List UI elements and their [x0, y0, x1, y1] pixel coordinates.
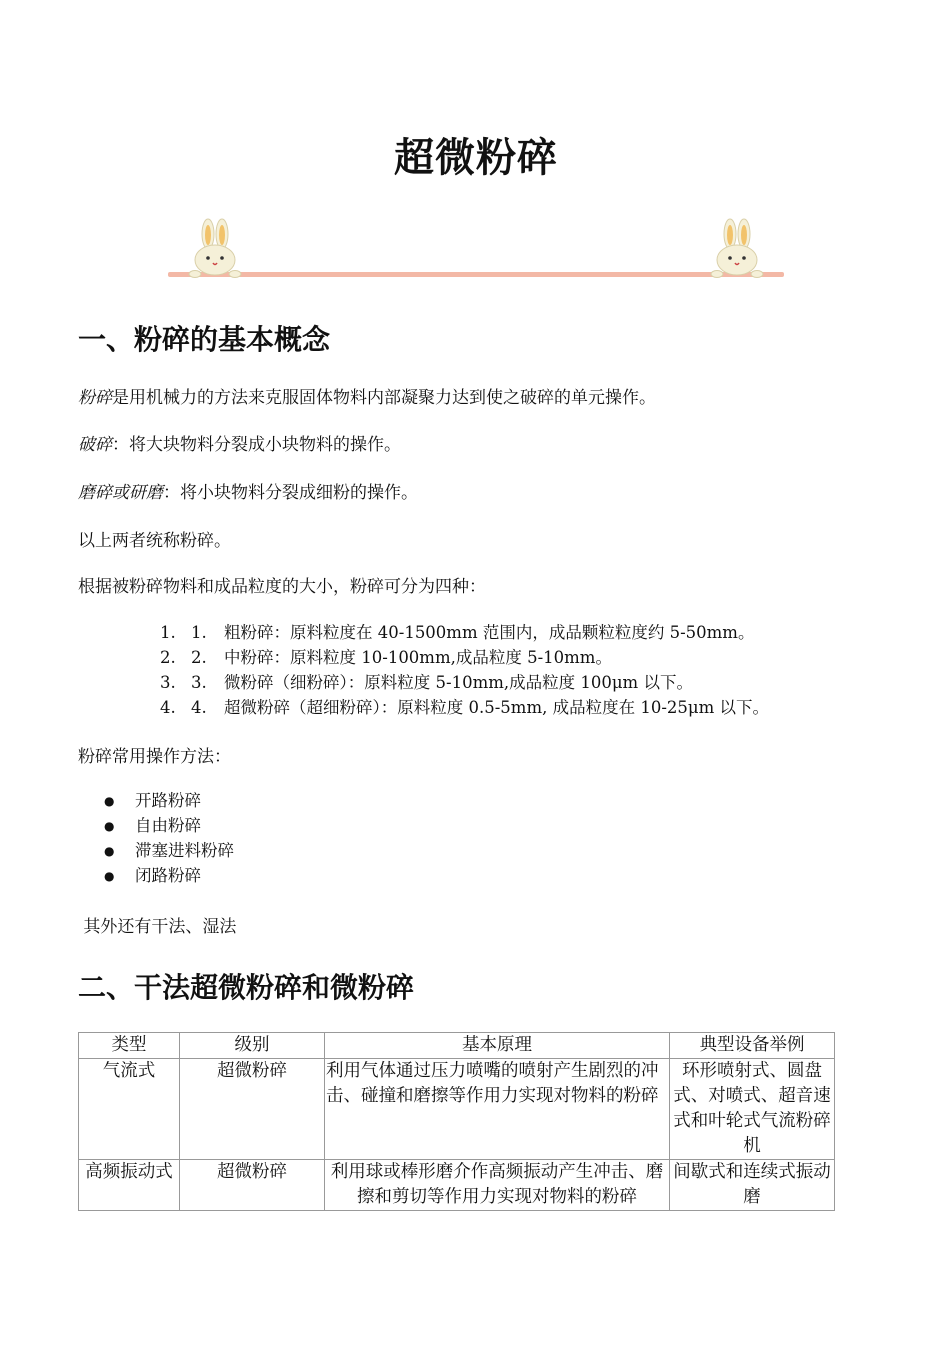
list-text: 中粉碎：原料粒度 10-100mm,成品粒度 5-10mm。 — [224, 648, 612, 667]
list-number: 2. — [160, 648, 176, 667]
term-mosui: 磨碎或研磨 — [78, 483, 163, 503]
definition-text: 是用机械力的方法来克服固体物料内部凝聚力达到使之破碎的单元操作。 — [112, 388, 656, 408]
list-text: 粗粉碎：原料粒度在 40-1500mm 范围内，成品颗粒粒度约 5-50mm。 — [224, 623, 755, 642]
list-number: 4. — [191, 698, 207, 717]
list-text: 闭路粉碎 — [135, 866, 201, 885]
table-cell: 利用气体通过压力喷嘴的喷射产生剧烈的冲击、碰撞和磨擦等作用力实现对物料的粉碎 — [325, 1059, 670, 1160]
bullet-icon: ● — [104, 794, 115, 808]
paragraph-mosui — [78, 478, 418, 503]
ordered-list — [160, 620, 769, 720]
list-number: 4. — [160, 698, 176, 717]
table-cell: 超微粉碎 — [180, 1059, 325, 1160]
table-cell: 环形喷射式、圆盘式、对喷式、超音速式和叶轮式气流粉碎机 — [670, 1059, 835, 1160]
paragraph-classification: 根据被粉碎物料和成品粒度的大小，粉碎可分为四种： — [78, 577, 486, 597]
list-text: 微粉碎（细粉碎）：原料粒度 5-10mm,成品粒度 100μm 以下。 — [224, 673, 693, 692]
table-row — [79, 1160, 835, 1211]
list-number: 3. — [191, 673, 207, 692]
list-number: 2. — [191, 648, 207, 667]
table-header-row — [79, 1033, 835, 1059]
divider-line — [168, 272, 784, 277]
bullet-icon: ● — [104, 844, 115, 858]
list-number: 3. — [160, 673, 176, 692]
list-text: 滞塞进料粉碎 — [135, 841, 234, 860]
section-heading-2: 二、干法超微粉碎和微粉碎 — [78, 971, 415, 1004]
bullet-icon: ● — [104, 819, 115, 833]
list-item — [160, 670, 769, 695]
list-text: 开路粉碎 — [135, 791, 201, 810]
paragraph-summary: 以上两者统称粉碎。 — [78, 531, 231, 551]
term-fensui: 粉碎 — [78, 388, 112, 408]
term-posui: 破碎 — [78, 435, 112, 455]
list-item — [104, 813, 234, 838]
list-item — [104, 788, 234, 813]
document-title: 超微粉碎 — [394, 134, 558, 181]
paragraph-other-methods: 其外还有干法、湿法 — [78, 917, 237, 937]
column-header: 基本原理 — [325, 1033, 670, 1059]
list-item — [160, 645, 769, 670]
section-heading-1: 一、粉碎的基本概念 — [78, 323, 331, 356]
table-cell: 高频振动式 — [79, 1160, 180, 1211]
list-item — [104, 863, 234, 888]
list-item — [104, 838, 234, 863]
table-row — [79, 1059, 835, 1160]
definition-text: ：将小块物料分裂成细粉的操作。 — [163, 483, 418, 503]
definition-text: ：将大块物料分裂成小块物料的操作。 — [112, 435, 401, 455]
bunny-icon — [186, 216, 244, 278]
list-number: 1. — [191, 623, 207, 642]
list-text: 自由粉碎 — [135, 816, 201, 835]
table-cell: 气流式 — [79, 1059, 180, 1160]
column-header: 典型设备举例 — [670, 1033, 835, 1059]
list-item — [160, 620, 769, 645]
paragraph-posui — [78, 430, 401, 455]
bunny-icon — [708, 216, 766, 278]
bullet-list — [104, 788, 234, 888]
decorative-divider — [168, 210, 784, 282]
column-header: 级别 — [180, 1033, 325, 1059]
list-number: 1. — [160, 623, 176, 642]
paragraph-definition — [78, 383, 656, 408]
paragraph-methods: 粉碎常用操作方法： — [78, 747, 231, 767]
table-cell: 超微粉碎 — [180, 1160, 325, 1211]
table-cell: 利用球或棒形磨介作高频振动产生冲击、磨擦和剪切等作用力实现对物料的粉碎 — [325, 1160, 670, 1211]
comparison-table — [78, 1032, 835, 1211]
column-header: 类型 — [79, 1033, 180, 1059]
list-item — [160, 695, 769, 720]
bullet-icon: ● — [104, 869, 115, 883]
table-cell: 间歇式和连续式振动磨 — [670, 1160, 835, 1211]
list-text: 超微粉碎（超细粉碎）：原料粒度 0.5-5mm, 成品粒度在 10-25μm 以下。 — [224, 698, 770, 717]
